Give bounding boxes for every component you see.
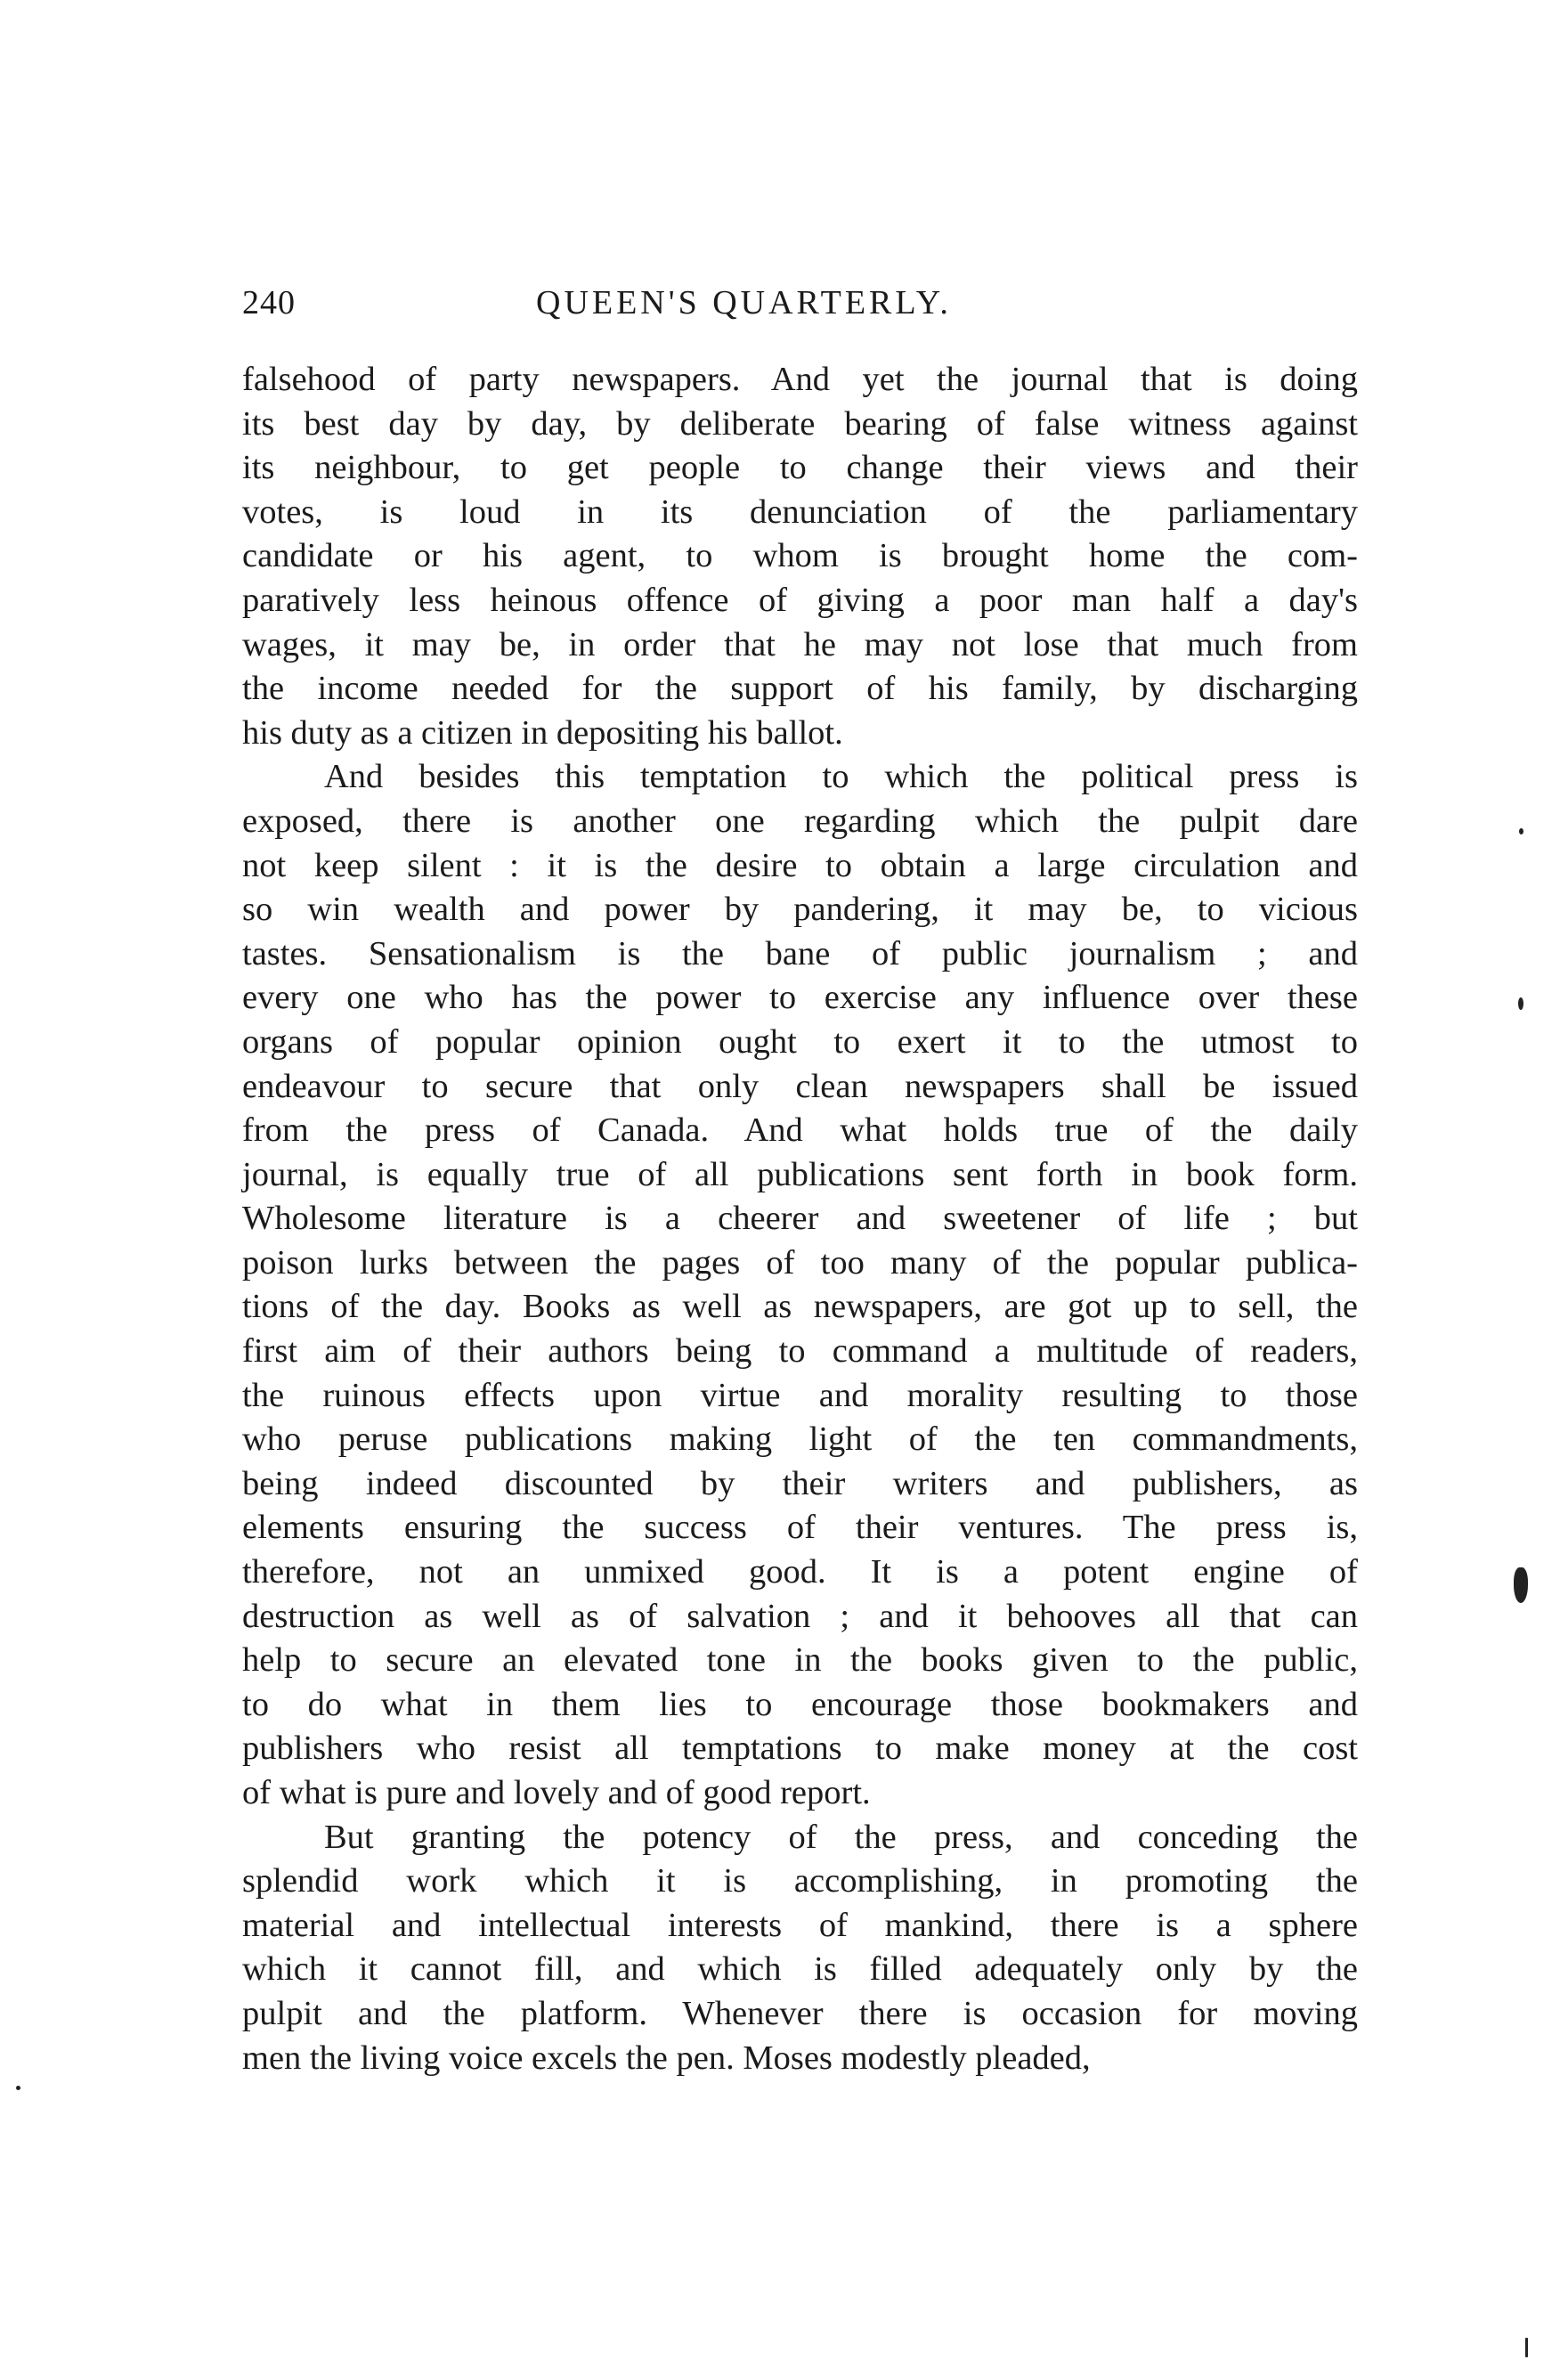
paragraph — [242, 358, 1358, 755]
paragraph — [242, 1816, 1358, 2081]
page-number: 240 — [242, 284, 296, 321]
text-line: pulpit and the platform. Whenever there is occasion for moving — [242, 1994, 1358, 2032]
scan-speck — [1525, 2338, 1528, 2357]
text-line: help to secure an elevated tone in the books given to the public, — [242, 1641, 1358, 1680]
text-line: organs of popular opinion ought to exert it to the utmost to — [242, 1022, 1358, 1061]
text-line: therefore, not an unmixed good. It is a potent engine of — [242, 1553, 1358, 1591]
text-line: And besides this temptation to which the political press is — [324, 758, 1358, 796]
text-line: destruction as well as of salvation ; and it behooves all that can — [242, 1597, 1358, 1635]
body-text — [242, 358, 1358, 2080]
text-line: votes, is loud in its denunciation of the parliamentary — [242, 492, 1358, 531]
text-line: who peruse publications making light of the ten commandments, — [242, 1420, 1358, 1459]
text-line: from the press of Canada. And what holds true of the daily — [242, 1111, 1358, 1150]
text-line: journal, is equally true of all publications sent forth in book form. — [242, 1155, 1358, 1193]
paragraph — [242, 755, 1358, 1815]
text-line: tions of the day. Books as well as newspapers, are got up to sell, the — [242, 1288, 1358, 1326]
text-line: paratively less heinous offence of giving a poor man half a day's — [242, 581, 1358, 619]
text-line: endeavour to secure that only clean newspapers shall be issued — [242, 1067, 1358, 1105]
text-line: candidate or his agent, to whom is brought home the com- — [242, 537, 1358, 575]
running-head — [242, 283, 1351, 337]
text-line: which it cannot fill, and which is filled adequately only by the — [242, 1950, 1358, 1989]
text-line: its neighbour, to get people to change their views and their — [242, 449, 1358, 487]
journal-title: QUEEN'S QUARTERLY. — [536, 284, 952, 321]
scan-speck — [1514, 1567, 1528, 1603]
text-line: men the living voice excels the pen. Moses modestly pleaded, — [242, 2039, 1091, 2077]
text-line: so win wealth and power by pandering, it may be, to vicious — [242, 891, 1358, 929]
scan-speck — [1519, 828, 1523, 834]
text-line: splendid work which it is accomplishing, in promoting the — [242, 1862, 1358, 1900]
text-line: publishers who resist all temptations to make money at the cost — [242, 1729, 1358, 1768]
text-line: its best day by day, by deliberate bearing of false witness against — [242, 404, 1358, 443]
text-line: exposed, there is another one regarding which the pulpit dare — [242, 802, 1358, 840]
text-line: wages, it may be, in order that he may not lose that much from — [242, 625, 1358, 663]
text-line: But granting the potency of the press, and conceding the — [324, 1818, 1358, 1856]
text-line: elements ensuring the success of their ventures. The press is, — [242, 1509, 1358, 1547]
text-line: falsehood of party newspapers. And yet the journal that is doing — [242, 361, 1358, 398]
scan-speck — [1518, 997, 1523, 1010]
text-line: every one who has the power to exercise any influence over these — [242, 979, 1358, 1017]
text-line: the ruinous effects upon virtue and morality resulting to those — [242, 1376, 1358, 1414]
text-line: the income needed for the support of his family, by discharging — [242, 670, 1358, 708]
text-line: poison lurks between the pages of too many of the popular publica- — [242, 1243, 1358, 1282]
text-line: being indeed discounted by their writers and publishers, as — [242, 1464, 1358, 1502]
text-line: not keep silent : it is the desire to obtain a large circulation and — [242, 846, 1358, 884]
text-line: to do what in them lies to encourage those bookmakers and — [242, 1685, 1358, 1723]
text-line: tastes. Sensationalism is the bane of public journalism ; and — [242, 934, 1358, 972]
scan-speck — [16, 2086, 20, 2090]
text-line: his duty as a citizen in depositing his ballot. — [242, 713, 843, 752]
text-line: first aim of their authors being to command a multitude of readers, — [242, 1332, 1358, 1371]
text-line: material and intellectual interests of mankind, there is a sphere — [242, 1906, 1358, 1944]
text-line: of what is pure and lovely and of good report. — [242, 1774, 871, 1811]
text-line: Wholesome literature is a cheerer and sweetener of life ; but — [242, 1200, 1358, 1238]
